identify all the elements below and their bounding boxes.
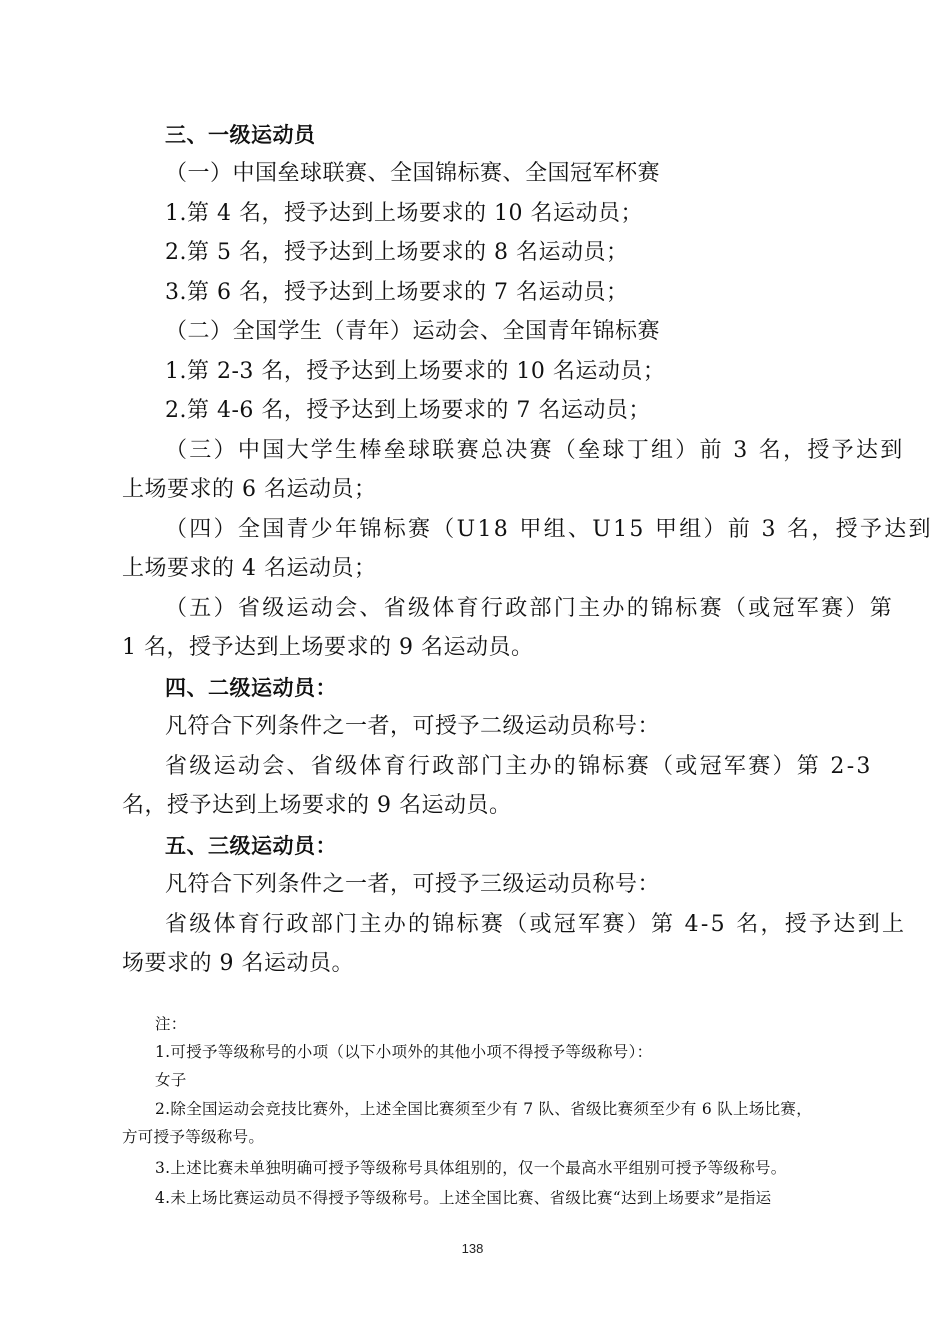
page-number: 138 <box>461 1241 484 1256</box>
paragraph-line: 省级运动会、省级体育行政部门主办的锦标赛（或冠军赛）第 2-3 <box>165 754 873 779</box>
paragraph-line: （五）省级运动会、省级体育行政部门主办的锦标赛（或冠军赛）第 <box>165 596 895 621</box>
subsection-heading: （一）中国垒球联赛、全国锦标赛、全国冠军杯赛 <box>165 161 661 186</box>
paragraph-line: 上场要求的 4 名运动员； <box>122 556 377 581</box>
section-heading-level-two: 四、二级运动员： <box>165 676 337 700</box>
paragraph-line: 名，授予达到上场要求的 9 名运动员。 <box>122 793 512 818</box>
subsection-heading: （二）全国学生（青年）运动会、全国青年锦标赛 <box>165 319 661 344</box>
paragraph-line: 1 名，授予达到上场要求的 9 名运动员。 <box>122 635 534 660</box>
paragraph-line: 凡符合下列条件之一者，可授予三级运动员称号： <box>165 872 661 897</box>
list-item: 1.第 2-3 名，授予达到上场要求的 10 名运动员； <box>165 359 666 384</box>
section-heading-level-three: 五、三级运动员： <box>165 834 337 858</box>
note-item: 女子 <box>155 1071 187 1089</box>
list-item: 1.第 4 名，授予达到上场要求的 10 名运动员； <box>165 201 643 226</box>
note-item: 1.可授予等级称号的小项（以下小项外的其他小项不得授予等级称号）： <box>155 1043 653 1061</box>
note-item: 2.除全国运动会竞技比赛外，上述全国比赛须至少有 7 队、省级比赛须至少有 6 队上场比赛， <box>155 1100 813 1118</box>
note-heading: 注： <box>155 1015 187 1033</box>
list-item: 3.第 6 名，授予达到上场要求的 7 名运动员； <box>165 280 629 305</box>
paragraph-line: 省级体育行政部门主办的锦标赛（或冠军赛）第 4-5 名，授予达到上 <box>165 912 907 937</box>
paragraph-line: 场要求的 9 名运动员。 <box>122 951 354 976</box>
paragraph-line: 上场要求的 6 名运动员； <box>122 477 377 502</box>
list-item: 2.第 4-6 名，授予达到上场要求的 7 名运动员； <box>165 398 651 423</box>
section-heading-level-one: 三、一级运动员 <box>165 123 316 147</box>
paragraph-line: （三）中国大学生棒垒球联赛总决赛（垒球丁组）前 3 名，授予达到 <box>165 438 905 463</box>
note-item: 3.上述比赛未单独明确可授予等级称号具体组别的，仅一个最高水平组别可授予等级称号。 <box>155 1159 787 1177</box>
note-item: 4.未上场比赛运动员不得授予等级称号。上述全国比赛、省级比赛“达到上场要求”是指运 <box>155 1189 772 1207</box>
paragraph-line: 凡符合下列条件之一者，可授予二级运动员称号： <box>165 714 661 739</box>
list-item: 2.第 5 名，授予达到上场要求的 8 名运动员； <box>165 240 629 265</box>
paragraph-line: （四）全国青少年锦标赛（U18 甲组、U15 甲组）前 3 名，授予达到 <box>165 517 933 542</box>
note-item: 方可授予等级称号。 <box>122 1128 265 1146</box>
